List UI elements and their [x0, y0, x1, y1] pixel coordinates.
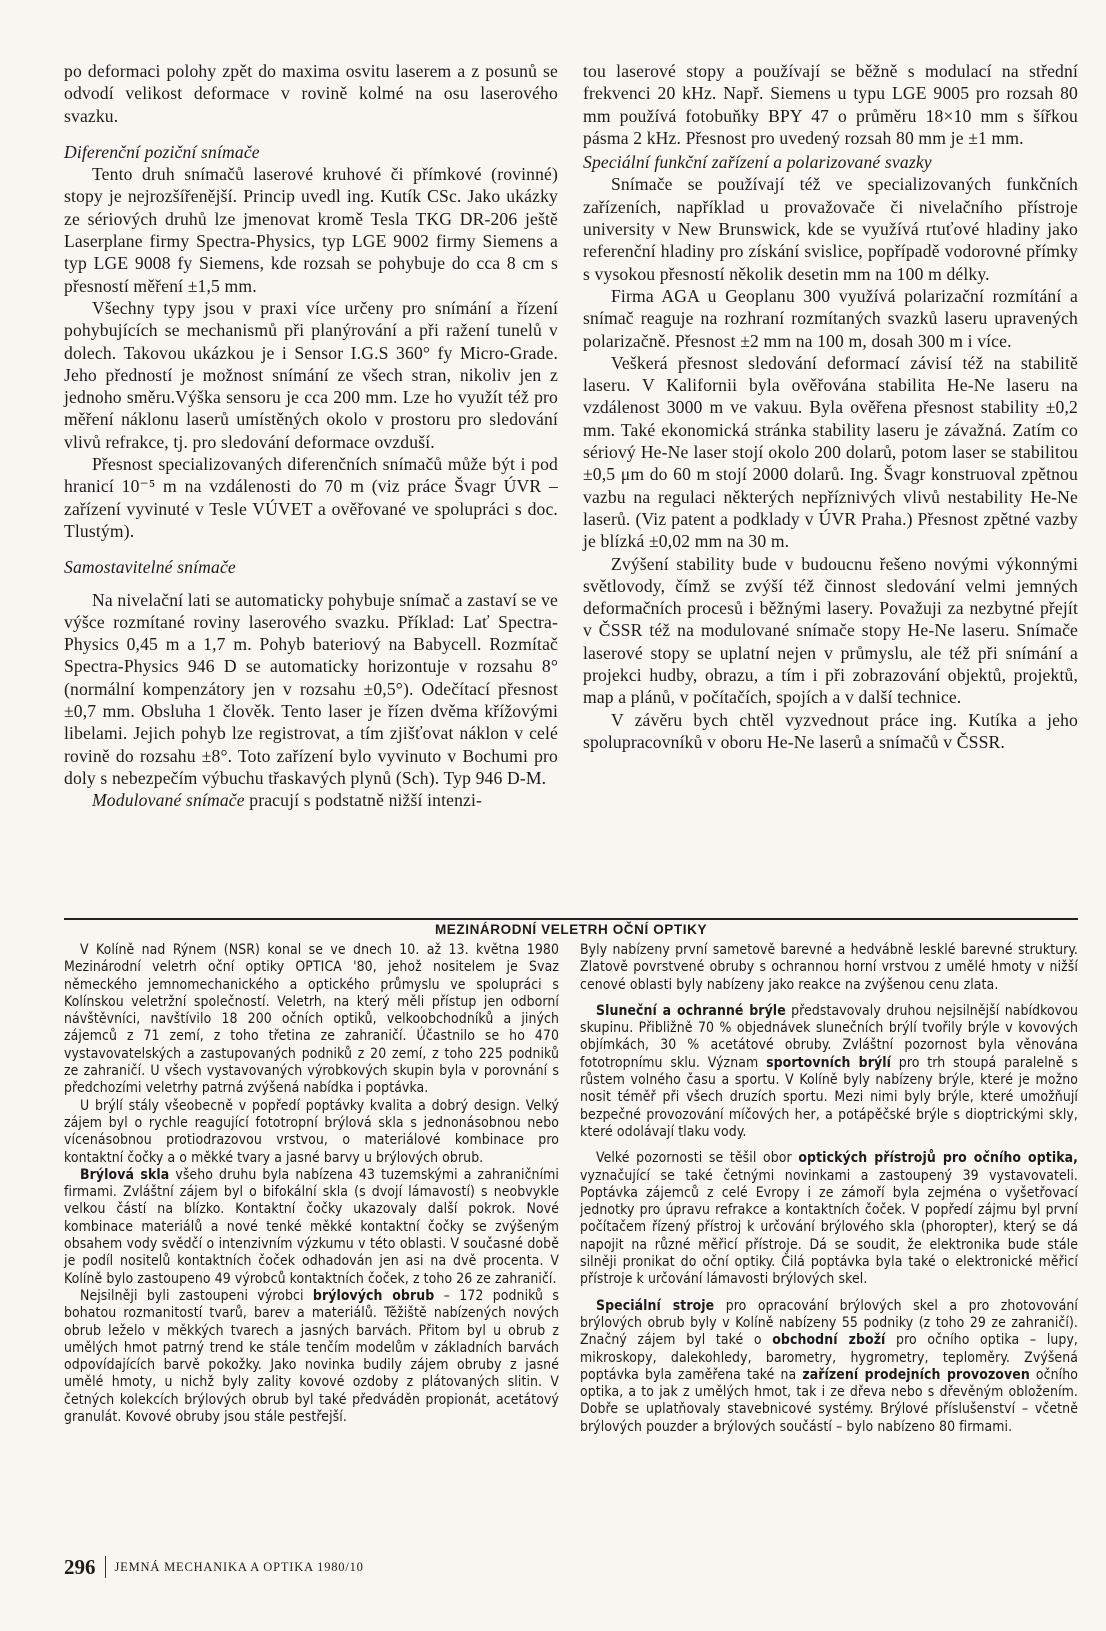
paragraph: Zvýšení stability bude v budoucnu řešeno novými výkonnými světlovody, čímž se zvýší též činnost sledování velmi jemných deformačních procesů i běžnými lasery. Považuji za nezbytné přejít v ČSSR též na modulované snímače stopy He-Ne laseru. Snímače laserové stopy se uplatní nejen v průmyslu, ale též při snímání a projekci hudby, obrazu, a tím i při zobrazování objektů, projektů, map a plánů, v počítačích, spojích a v další technice.: [583, 553, 1078, 708]
paragraph: Na nivelační lati se automaticky pohybuje snímač a zastaví se ve výšce rozmítané roviny laserového svazku. Příklad: Lať Spectra-Physics 0,45 m a 1,7 m. Pohyb bateriový na Babycell. Rozmítač Spectra-Physics 946 D se automaticky horizontuje v rozsahu 8° (normální kompenzátory jen v rozsahu ±0,5°). Odečítací přesnost ±0,7 mm. Obsluha 1 člověk. Tento laser je řízen dvěma křížovými libelami. Jejich pohyb lze registrovat, a tím zjišťovat náklon v celé rovině do rozsahu ±8°. Toto zařízení bylo vyvinuto v Bochumi pro doly s nebezpečím výbuchu třaskavých plynů (Sch). Typ 946 D-M.: [64, 589, 558, 788]
section-heading-self-adjusting-sensors: Samostavitelné snímače: [64, 557, 236, 578]
page-number: 296: [64, 1554, 96, 1579]
paragraph-text: pro opracování brýlových skel a pro zhotovování brýlových obrub byly v Kolíně nabízeny 55 podniky (z toho 29 ze zahraničí). Značný zájem byl také o: [580, 1297, 1079, 1349]
paragraph: [64, 1288, 559, 1426]
paragraph-text: očního optika, a to jak z umělých hmot, tak i ze dřeva nebo s dřevěným obložením. Dobře se uplatňovaly stavebnicové systémy. Brýlové příslušenství – včetně brýlových pouzder a brýlových součástí – bylo nabízeno 80 firmami.: [580, 1366, 1078, 1435]
paragraph-text: představovaly druhou nejsilnější nabídkovou skupinu. Přibližně 70 % objednávek slunečních brýlí tvořily brýle v kovových objímkách, 30 % acetátové obruby. Zvláštní pozornost byla věnována fototropnímu sklu. Význam: [580, 1002, 1078, 1071]
top-left-column: [64, 60, 558, 812]
bottom-right-column: [580, 942, 1078, 1436]
page-footer: [64, 1552, 364, 1582]
inline-heading-modulated-sensors: Modulované snímače: [92, 790, 245, 811]
footer-separator: [105, 1556, 106, 1578]
paragraph: V Kolíně nad Rýnem (NSR) konal se ve dnech 10. až 13. května 1980 Mezinárodní veletrh oční optiky OPTICA '80, jehož nositelem je Svaz německého jemnomechanického a optického průmyslu ve spolupráci s Kolínskou veletržní společností. Veletrh, na který měli přístup jen odborní návštěvníci, navštívilo 18 200 očních optiků, velkoobchodníků a jiných zájemců z 71 zemí, z toho třetina ze zahraničí. Účastnilo se ho 470 vystavovatelských a zastupovaných podniků z 20 zemí, z toho 225 podniků ze zahraničí. U všech vystavovaných výrobkových skupin byla v porovnání s předchozími veletrhy patrná zvýšená nabídka i poptávka.: [64, 942, 559, 1097]
bold-term: obchodní zboží: [772, 1332, 886, 1349]
article-title: MEZINÁRODNÍ VELETRH OČNÍ OPTIKY: [434, 922, 708, 937]
paragraph: [64, 1167, 559, 1288]
paragraph-text: pro trh stoupá paralelně s růstem volného času a sportu. V Kolíně byly nabízeny brýle, které je možno nosit téměř při všech druzích sportu. Mezi nimi byly brýle, které umožňují bezpečné provozování míčových her, a potápěčské brýle s dioptrickými skly, které odolávají tlaku vody.: [580, 1054, 1079, 1140]
paragraph: U brýlí stály všeobecně v popředí poptávky kvalita a dobrý design. Velký zájem byl o rychle reagující fototropní brýlová skla s jednonásobnou nebo vícenásobnou protiodrazovou vrstvou, o materiálové kombinace pro kontaktní čočky a o měkké tvary a jasné barvy u brýlových obrub.: [64, 1097, 559, 1166]
paragraph-text: Nejsilněji byli zastoupeni výrobci: [80, 1287, 313, 1304]
section-heading-differential-sensors: Diferenční poziční snímače: [64, 141, 260, 162]
paragraph: Přesnost specializovaných diferenčních snímačů může být i pod hranicí 10⁻⁵ m na vzdálenosti do 70 m (viz práce Švagr ÚVR – zařízení vyvinuté v Tesle VÚVET a ověřované ve spolupráci s doc. Tlustým).: [64, 454, 558, 541]
bold-term: Sluneční a ochranné brýle: [596, 1002, 786, 1019]
paragraph: [580, 1298, 1078, 1436]
bold-term: optických přístrojů pro očního optika,: [798, 1150, 1078, 1167]
paragraph: Tento druh snímačů laserové kruhové či přímkové (rovinné) stopy je nejrozšířenější. Princip uvedl ing. Kutík CSc. Jako ukázky ze sériových druhů lze jmenovat kromě Tesla TKG DR-206 ještě Laserplane firmy Spectra-Physics, typ LGE 9002 firmy Siemens a typ LGE 9008 fy Siemens, kde rozsah se pohybuje do cca 8 cm s přesností měření ±1,5 mm.: [64, 164, 558, 296]
paragraph-text: pro očního optika – lupy, mikroskopy, dalekohledy, barometry, hygrometry, teploměry. Zvýšená poptávka byla zaměřena také na: [580, 1332, 1079, 1383]
paragraph: po deformaci polohy zpět do maxima osvitu laserem a z posunů se odvodí velikost deformace v rovině kolmé na osu laserového svazku.: [64, 61, 558, 126]
paragraph-text: pracují s podstatně nižší intenzi-: [244, 790, 483, 811]
paragraph-text: všeho druhu byla nabízena 43 tuzemskými a zahraničními firmami. Zvláštní zájem byl o bifokální skla (s dvojí lámavostí) s neobvykle velkou částí na blízko. Kontaktní čočky ukazovaly další pokrok. Nové kombinace materiálů a nové tenké měkké kontaktní čočky se zvýšeným obsahem vody svědčí o intenzivním výzkumu v této oblasti. V současné době je podíl nositelů kontaktních čoček odhadován jen asi na dvě procenta. V Kolíně bylo zastoupeno 49 výrobců kontaktních čoček, z toho 26 ze zahraničí.: [64, 1166, 559, 1287]
bold-term: sportovních brýlí: [766, 1054, 891, 1071]
section-heading-special-devices: Speciální funkční zařízení a polarizované svazky: [583, 152, 932, 173]
paragraph: Veškerá přesnost sledování deformací závisí též na stabilitě laseru. V Kalifornii byla ověřována stabilita He-Ne laseru na vzdálenost 3000 m ve vakuu. Byla ověřena přesnost stability ±0,2 mm. Také ekonomická stránka stability laseru je závažná. Zatím co sériový He-Ne laser stojí okolo 200 dolarů, potom laser se stabilitou ±0,5 μm do 60 m stojí 2000 dolarů. Ing. Švagr konstruoval zpětnou vazbu na regulaci některých nepříznivých vlivů nestability He-Ne laserů. (Viz patent a podklady v ÚVR Praha.) Přesnost zpětné vazby je blízká ±0,02 mm na 30 m.: [583, 352, 1078, 552]
paragraph: tou laserové stopy a používají se běžně s modulací na střední frekvenci 20 kHz. Např. Siemens u typu LGE 9005 pro rozsah 80 mm používá fotobuňky BPY 47 o průměru 18×10 mm s šířkou pásma 2 kHz. Přesnost pro uvedený rozsah 80 mm je ±1 mm.: [583, 61, 1078, 148]
journal-name: JEMNÁ MECHANIKA A OPTIKA 1980/10: [114, 1559, 364, 1574]
paragraph-text: – 172 podniků s bohatou rozmanitostí tvarů, barev a materiálů. Těžiště nabízených nových obrub leželo v měkkých tvarech a jasných barvách. Přitom byl u obrub z umělých hmot patrný trend ke stále tenčím modelům v základních barvách odpovídajících barvě pokožky. Jako novinka budily zájem obruby z jasné umělé hmoty, u nichž byly zality kovové ozdoby z plátovaných slitin. V četných kolekcích brýlových obrub byl také předváděn propionát, acetátový granulát. Kovové obruby jsou stále pestřejší.: [64, 1287, 560, 1426]
top-right-column: [583, 60, 1078, 753]
bold-term: zařízení prodejních provozoven: [802, 1366, 1030, 1383]
paragraph: [580, 1003, 1078, 1141]
paragraph: [64, 789, 558, 811]
paragraph: V závěru bych chtěl vyzvednout práce ing. Kutíka a jeho spolupracovníků v oboru He-Ne laserů a snímačů v ČSSR.: [583, 709, 1078, 752]
bottom-left-column: [64, 942, 559, 1426]
paragraph: Snímače se používají též ve specializovaných funkčních zařízeních, například u provažovače či nivelačního přístroje university v New Brunswick, kde se využívá rtuťové hladiny jako referenční hladiny pro získání svislice, popřípadě vodorovné přímky s vysokou přesností několik desetin mm na 100 m délky.: [583, 174, 1078, 284]
paragraph-text: vyznačující se také četnými novinkami a zastoupený 39 vystavovateli. Poptávka zájemců z celé Evropy i ze zámoří byla zejména o vyšetřovací jednotky pro úpravu refrakce a kontaktních čoček. V popředí zájmu byl první počítačem řízený přístroj k určování brýlového skla (phoropter), který se dá napojit na různé měřicí přístroje. Dá se soudit, že elektronika bude stále silněji pronikat do oční optiky. Čilá poptávka byla také o elektronické měřicí přístroje k určování lámavosti brýlových skel.: [580, 1167, 1078, 1288]
bold-term: brýlových obrub: [312, 1287, 435, 1304]
paragraph: [580, 1150, 1078, 1288]
paragraph: Všechny typy jsou v praxi více určeny pro snímání a řízení pohybujících se mechanismů při planýrování a při ražení tunelů v dolech. Takovou ukázkou je i Sensor I.G.S 360° fy Micro-Grade. Jeho předností je možnost snímání ze všech stran, nikoliv jen z jednoho směru.Výška sensoru je cca 200 mm. Lze ho využít též pro měření náklonu laserů umístěných okolo v prostoru pro sledování vlivů refrakce, tj. pro sledování deformace ovzduší.: [64, 297, 558, 452]
paragraph: Byly nabízeny první sametově barevné a hedvábně lesklé barevné struktury. Zlatově povrstvené obruby s ochrannou horní vrstvou z umělé hmoty v nižší cenové oblasti byly nabízeny jako reakce na zvýšenou cenu zlata.: [580, 942, 1078, 993]
paragraph: Firma AGA u Geoplanu 300 využívá polarizační rozmítání a snímač reaguje na rozhraní rozmítaných svazků laseru upravených polarizačně. Přesnost ±2 mm na 100 m, dosah 300 m i více.: [583, 285, 1078, 351]
paragraph-text: Velké pozornosti se těšil obor: [596, 1150, 799, 1167]
bold-term: Speciální stroje: [596, 1297, 715, 1314]
bold-term: Brýlová skla: [80, 1166, 170, 1183]
section-divider: [64, 918, 1078, 920]
